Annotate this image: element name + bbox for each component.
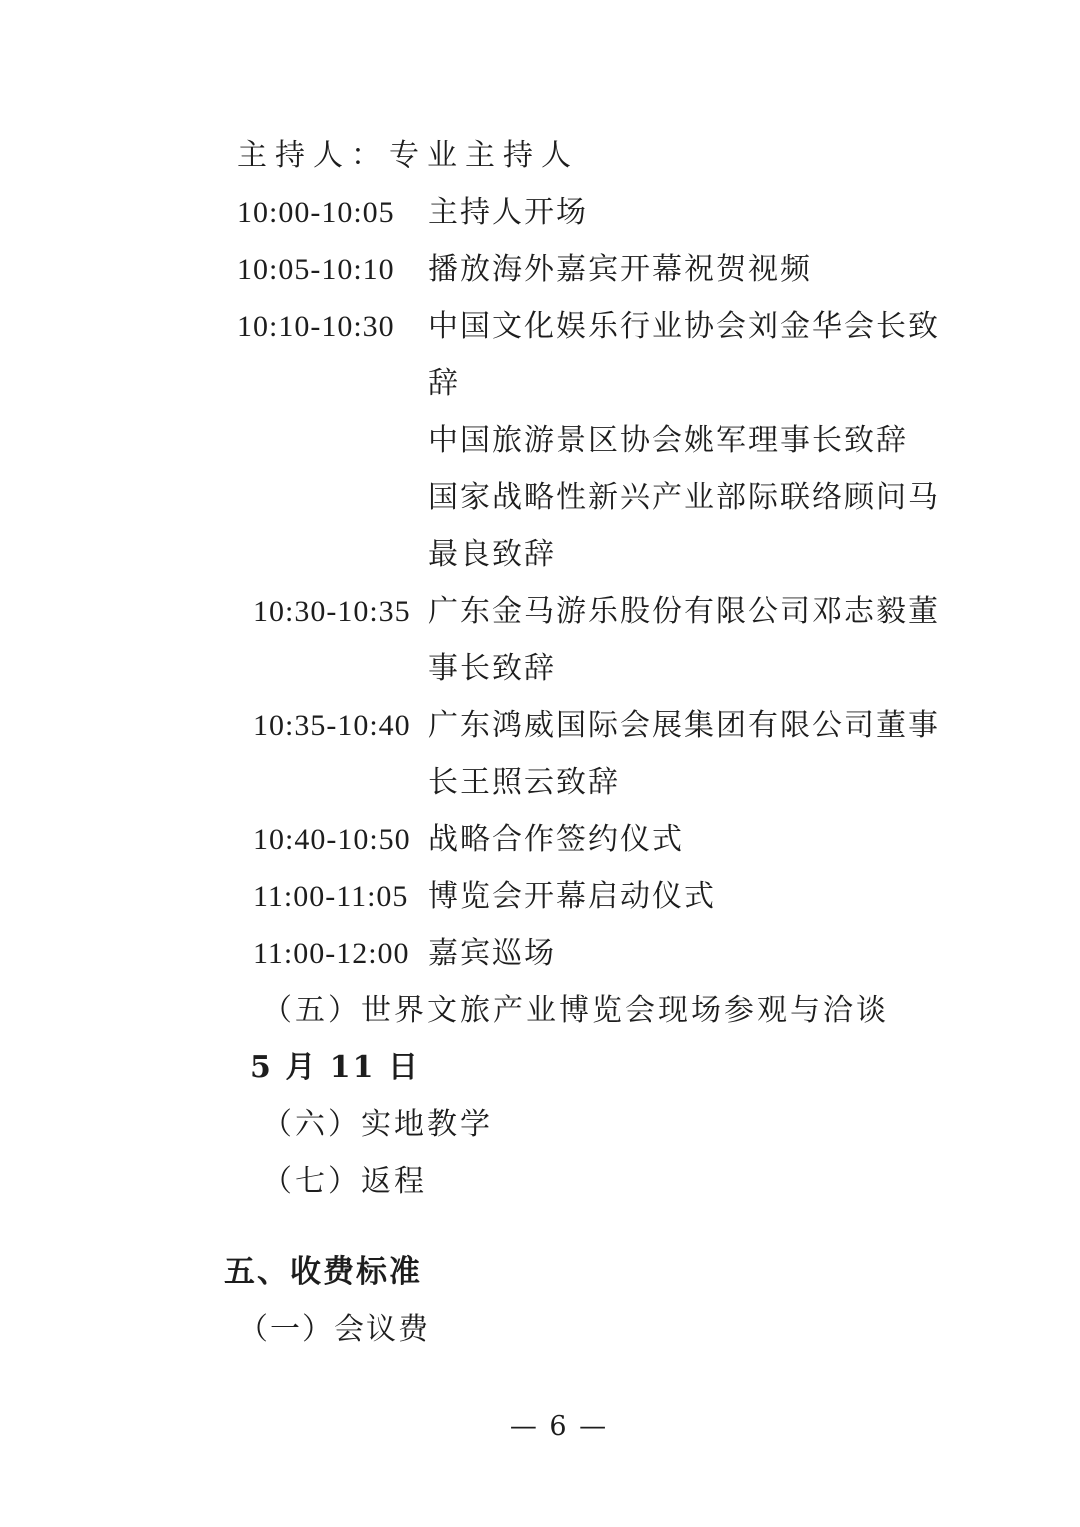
agenda-desc-line: 嘉宾巡场: [428, 936, 556, 971]
agenda-time: 11:00-11:05: [253, 880, 409, 913]
fees-heading: 五、收费标准: [224, 1254, 422, 1290]
agenda-row: [0, 184, 1080, 241]
agenda-desc-line: 战略合作签约仪式: [428, 822, 684, 857]
agenda-host-line: 主持人：专业主持人: [237, 138, 579, 173]
agenda-desc-line: 辞: [428, 366, 460, 401]
agenda-time: 10:10-10:30: [237, 310, 395, 343]
agenda-desc-line: 长王照云致辞: [428, 765, 620, 800]
agenda-time: 10:35-10:40: [253, 709, 411, 742]
section-heading-six: （六）实地教学: [262, 1107, 493, 1142]
agenda-desc-line: 中国旅游景区协会姚军理事长致辞: [428, 423, 908, 458]
agenda-desc: [428, 583, 988, 697]
agenda-row: [0, 811, 1080, 868]
agenda-desc-line: 广东鸿威国际会展集团有限公司董事: [428, 708, 940, 743]
agenda-desc-line: 国家战略性新兴产业部际联络顾问马: [428, 480, 940, 515]
agenda-desc-line: 最良致辞: [428, 537, 556, 572]
agenda-desc: [428, 298, 988, 583]
agenda-row: [0, 868, 1080, 925]
agenda-desc: [428, 184, 988, 241]
agenda-time: 10:40-10:50: [253, 823, 411, 856]
fees-item-one: （一）会议费: [238, 1312, 430, 1347]
agenda-desc-line: 事长致辞: [428, 651, 556, 686]
page-number: — 6 —: [509, 1411, 609, 1442]
agenda-desc-line: 广东金马游乐股份有限公司邓志毅董: [428, 594, 940, 629]
section-heading-five: （五）世界文旅产业博览会现场参观与洽谈: [262, 993, 889, 1028]
agenda-row: [0, 583, 1080, 697]
agenda-desc: [428, 925, 988, 982]
agenda-desc: [428, 811, 988, 868]
agenda-desc-line: 中国文化娱乐行业协会刘金华会长致: [428, 309, 940, 344]
section-heading-seven: （七）返程: [262, 1164, 427, 1199]
agenda-desc: [428, 697, 988, 811]
agenda-time: 11:00-12:00: [253, 937, 410, 970]
agenda-row: [0, 241, 1080, 298]
agenda-time: 10:30-10:35: [253, 595, 411, 628]
agenda-desc-line: 主持人开场: [428, 195, 588, 230]
agenda-desc-line: 博览会开幕启动仪式: [428, 879, 716, 914]
date-heading: 5 月 11 日: [250, 1050, 420, 1085]
agenda-row: [0, 925, 1080, 982]
agenda-time: 10:05-10:10: [237, 253, 395, 286]
agenda-desc: [428, 241, 988, 298]
section-gap: [0, 1210, 1080, 1244]
agenda-time: 10:00-10:05: [237, 196, 395, 229]
agenda-desc-line: 播放海外嘉宾开幕祝贺视频: [428, 252, 812, 287]
agenda-row: [0, 298, 1080, 583]
agenda-desc: [428, 868, 988, 925]
agenda-row: [0, 697, 1080, 811]
